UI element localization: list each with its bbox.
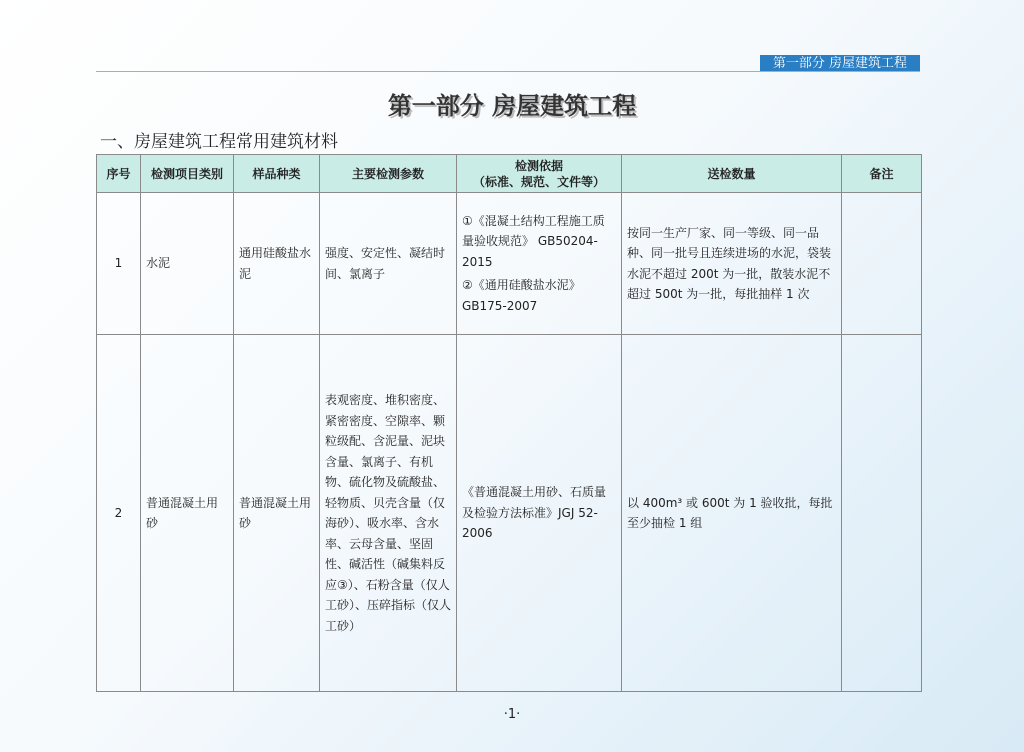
col-header-basis bbox=[457, 155, 622, 193]
cell-sample: 通用硅酸盐水泥 bbox=[234, 193, 320, 335]
header-section-label: 第一部分 房屋建筑工程 bbox=[760, 55, 920, 72]
cell-basis bbox=[457, 335, 622, 692]
cell-basis bbox=[457, 193, 622, 335]
table-row bbox=[97, 335, 922, 692]
cell-item: 普通混凝土用砂 bbox=[141, 335, 234, 692]
basis-ref-1: ①《混凝土结构工程施工质量验收规范》 GB50204-2015 bbox=[462, 213, 605, 269]
col-header-basis-line2: （标准、规范、文件等） bbox=[472, 174, 605, 189]
table-header-row bbox=[97, 155, 922, 193]
col-header-seq: 序号 bbox=[97, 155, 141, 193]
col-header-note: 备注 bbox=[842, 155, 922, 193]
cell-quantity: 以 400m³ 或 600t 为 1 验收批，每批至少抽检 1 组 bbox=[622, 335, 842, 692]
table-row bbox=[97, 193, 922, 335]
col-header-quantity: 送检数量 bbox=[622, 155, 842, 193]
materials-table bbox=[96, 154, 922, 692]
basis-ref-1: 《普通混凝土用砂、石质量及检验方法标准》JGJ 52-2006 bbox=[462, 485, 607, 541]
cell-seq: 1 bbox=[97, 193, 141, 335]
col-header-basis-line1: 检测依据 bbox=[514, 158, 563, 173]
cell-seq: 2 bbox=[97, 335, 141, 692]
page-title: 第一部分 房屋建筑工程 bbox=[387, 92, 637, 120]
cell-note bbox=[842, 193, 922, 335]
col-header-sample: 样品种类 bbox=[234, 155, 320, 193]
cell-params: 表观密度、堆积密度、紧密密度、空隙率、颗粒级配、含泥量、泥块含量、氯离子、有机物、硫化物及硫酸盐、轻物质、贝壳含量（仅海砂）、吸水率、含水率、云母含量、坚固性、碱活性（碱集料反应③）、石粉含量（仅人工砂）、压碎指标（仅人工砂） bbox=[320, 335, 457, 692]
col-header-item: 检测项目类别 bbox=[141, 155, 234, 193]
cell-params: 强度、安定性、凝结时间、氯离子 bbox=[320, 193, 457, 335]
basis-ref-2: ②《通用硅酸盐水泥》GB175-2007 bbox=[462, 278, 581, 313]
section-heading: 一、房屋建筑工程常用建筑材料 bbox=[100, 132, 338, 152]
cell-sample: 普通混凝土用砂 bbox=[234, 335, 320, 692]
header-divider bbox=[96, 71, 920, 72]
cell-note bbox=[842, 335, 922, 692]
col-header-params: 主要检测参数 bbox=[320, 155, 457, 193]
cell-item: 水泥 bbox=[141, 193, 234, 335]
cell-quantity: 按同一生产厂家、同一等级、同一品种、同一批号且连续进场的水泥，袋装水泥不超过 200t 为一批，散装水泥不超过 500t 为一批，每批抽样 1 次 bbox=[622, 193, 842, 335]
page-number: ·1· bbox=[503, 707, 521, 722]
